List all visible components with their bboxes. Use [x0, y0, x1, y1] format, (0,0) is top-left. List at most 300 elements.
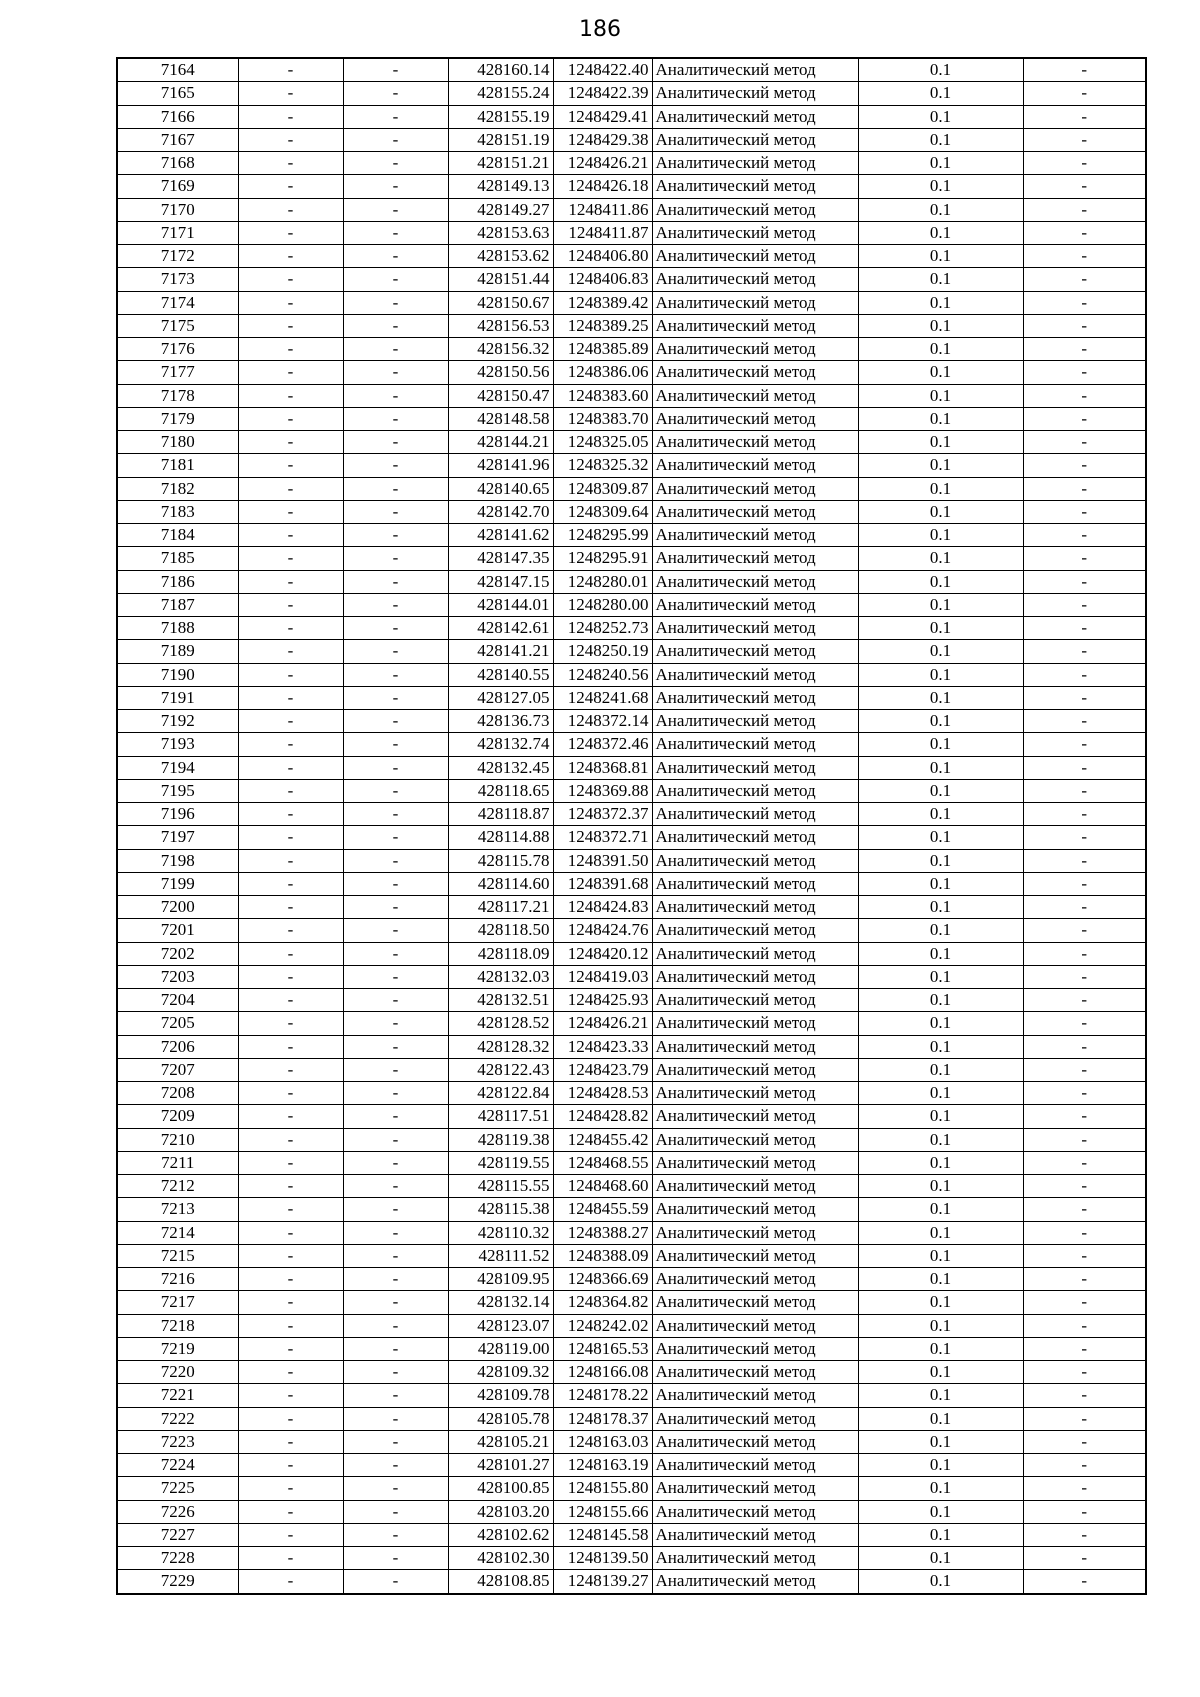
y-coordinate-cell: 1248428.82 — [553, 1105, 652, 1128]
empty-value-cell: - — [343, 82, 448, 105]
point-number-cell: 7200 — [117, 896, 238, 919]
empty-value-cell: - — [238, 942, 343, 965]
empty-value-cell: - — [238, 198, 343, 221]
accuracy-cell: 0.1 — [858, 152, 1023, 175]
empty-value-cell: - — [238, 1430, 343, 1453]
empty-value-cell: - — [343, 407, 448, 430]
accuracy-cell: 0.1 — [858, 640, 1023, 663]
y-coordinate-cell: 1248422.39 — [553, 82, 652, 105]
empty-value-cell: - — [1023, 779, 1146, 802]
table-row — [117, 1407, 1146, 1430]
empty-value-cell: - — [343, 268, 448, 291]
accuracy-cell: 0.1 — [858, 1454, 1023, 1477]
point-number-cell: 7187 — [117, 593, 238, 616]
empty-value-cell: - — [238, 1082, 343, 1105]
point-number-cell: 7202 — [117, 942, 238, 965]
table-row — [117, 896, 1146, 919]
accuracy-cell: 0.1 — [858, 454, 1023, 477]
x-coordinate-cell: 428122.43 — [448, 1058, 553, 1081]
empty-value-cell: - — [238, 152, 343, 175]
point-number-cell: 7185 — [117, 547, 238, 570]
point-number-cell: 7204 — [117, 989, 238, 1012]
y-coordinate-cell: 1248468.55 — [553, 1151, 652, 1174]
y-coordinate-cell: 1248372.37 — [553, 803, 652, 826]
empty-value-cell: - — [343, 128, 448, 151]
table-row — [117, 1175, 1146, 1198]
empty-value-cell: - — [238, 1221, 343, 1244]
empty-value-cell: - — [1023, 547, 1146, 570]
table-row — [117, 570, 1146, 593]
x-coordinate-cell: 428118.50 — [448, 919, 553, 942]
empty-value-cell: - — [343, 756, 448, 779]
method-cell: Аналитический метод — [652, 733, 858, 756]
y-coordinate-cell: 1248252.73 — [553, 617, 652, 640]
y-coordinate-cell: 1248250.19 — [553, 640, 652, 663]
y-coordinate-cell: 1248309.64 — [553, 500, 652, 523]
table-row — [117, 1523, 1146, 1546]
table-row — [117, 128, 1146, 151]
point-number-cell: 7166 — [117, 105, 238, 128]
x-coordinate-cell: 428147.15 — [448, 570, 553, 593]
method-cell: Аналитический метод — [652, 1058, 858, 1081]
method-cell: Аналитический метод — [652, 245, 858, 268]
method-cell: Аналитический метод — [652, 198, 858, 221]
accuracy-cell: 0.1 — [858, 1314, 1023, 1337]
x-coordinate-cell: 428115.38 — [448, 1198, 553, 1221]
x-coordinate-cell: 428118.65 — [448, 779, 553, 802]
empty-value-cell: - — [238, 1175, 343, 1198]
empty-value-cell: - — [343, 477, 448, 500]
x-coordinate-cell: 428151.44 — [448, 268, 553, 291]
point-number-cell: 7206 — [117, 1035, 238, 1058]
empty-value-cell: - — [1023, 1058, 1146, 1081]
empty-value-cell: - — [238, 640, 343, 663]
y-coordinate-cell: 1248383.70 — [553, 407, 652, 430]
accuracy-cell: 0.1 — [858, 896, 1023, 919]
method-cell: Аналитический метод — [652, 1082, 858, 1105]
method-cell: Аналитический метод — [652, 407, 858, 430]
point-number-cell: 7178 — [117, 384, 238, 407]
point-number-cell: 7207 — [117, 1058, 238, 1081]
point-number-cell: 7201 — [117, 919, 238, 942]
empty-value-cell: - — [238, 1337, 343, 1360]
empty-value-cell: - — [343, 1314, 448, 1337]
y-coordinate-cell: 1248455.59 — [553, 1198, 652, 1221]
empty-value-cell: - — [343, 640, 448, 663]
accuracy-cell: 0.1 — [858, 1128, 1023, 1151]
empty-value-cell: - — [343, 1082, 448, 1105]
method-cell: Аналитический метод — [652, 989, 858, 1012]
empty-value-cell: - — [1023, 1151, 1146, 1174]
empty-value-cell: - — [238, 547, 343, 570]
point-number-cell: 7224 — [117, 1454, 238, 1477]
point-number-cell: 7171 — [117, 221, 238, 244]
y-coordinate-cell: 1248364.82 — [553, 1291, 652, 1314]
table-row — [117, 175, 1146, 198]
empty-value-cell: - — [343, 384, 448, 407]
method-cell: Аналитический метод — [652, 524, 858, 547]
table-row — [117, 245, 1146, 268]
point-number-cell: 7220 — [117, 1361, 238, 1384]
accuracy-cell: 0.1 — [858, 1291, 1023, 1314]
accuracy-cell: 0.1 — [858, 1500, 1023, 1523]
empty-value-cell: - — [1023, 1128, 1146, 1151]
empty-value-cell: - — [238, 128, 343, 151]
method-cell: Аналитический метод — [652, 803, 858, 826]
x-coordinate-cell: 428109.95 — [448, 1268, 553, 1291]
empty-value-cell: - — [1023, 1337, 1146, 1360]
empty-value-cell: - — [1023, 1500, 1146, 1523]
y-coordinate-cell: 1248295.99 — [553, 524, 652, 547]
point-number-cell: 7199 — [117, 872, 238, 895]
accuracy-cell: 0.1 — [858, 291, 1023, 314]
y-coordinate-cell: 1248388.09 — [553, 1244, 652, 1267]
table-row — [117, 1128, 1146, 1151]
page-number: 186 — [579, 17, 621, 42]
x-coordinate-cell: 428144.01 — [448, 593, 553, 616]
point-number-cell: 7167 — [117, 128, 238, 151]
empty-value-cell: - — [1023, 593, 1146, 616]
point-number-cell: 7193 — [117, 733, 238, 756]
method-cell: Аналитический метод — [652, 1151, 858, 1174]
y-coordinate-cell: 1248369.88 — [553, 779, 652, 802]
empty-value-cell: - — [1023, 384, 1146, 407]
method-cell: Аналитический метод — [652, 1570, 858, 1594]
empty-value-cell: - — [238, 175, 343, 198]
accuracy-cell: 0.1 — [858, 1407, 1023, 1430]
accuracy-cell: 0.1 — [858, 826, 1023, 849]
y-coordinate-cell: 1248178.22 — [553, 1384, 652, 1407]
point-number-cell: 7174 — [117, 291, 238, 314]
method-cell: Аналитический метод — [652, 221, 858, 244]
method-cell: Аналитический метод — [652, 1477, 858, 1500]
empty-value-cell: - — [1023, 221, 1146, 244]
accuracy-cell: 0.1 — [858, 338, 1023, 361]
point-number-cell: 7215 — [117, 1244, 238, 1267]
empty-value-cell: - — [343, 58, 448, 82]
table-row — [117, 1035, 1146, 1058]
accuracy-cell: 0.1 — [858, 710, 1023, 733]
empty-value-cell: - — [1023, 361, 1146, 384]
table-row — [117, 710, 1146, 733]
empty-value-cell: - — [1023, 500, 1146, 523]
empty-value-cell: - — [238, 1454, 343, 1477]
y-coordinate-cell: 1248372.46 — [553, 733, 652, 756]
table-row — [117, 803, 1146, 826]
x-coordinate-cell: 428153.62 — [448, 245, 553, 268]
empty-value-cell: - — [343, 361, 448, 384]
x-coordinate-cell: 428108.85 — [448, 1570, 553, 1594]
empty-value-cell: - — [238, 384, 343, 407]
accuracy-cell: 0.1 — [858, 58, 1023, 82]
point-number-cell: 7213 — [117, 1198, 238, 1221]
x-coordinate-cell: 428132.03 — [448, 965, 553, 988]
x-coordinate-cell: 428105.21 — [448, 1430, 553, 1453]
y-coordinate-cell: 1248425.93 — [553, 989, 652, 1012]
method-cell: Аналитический метод — [652, 82, 858, 105]
empty-value-cell: - — [1023, 1198, 1146, 1221]
empty-value-cell: - — [238, 314, 343, 337]
empty-value-cell: - — [238, 919, 343, 942]
accuracy-cell: 0.1 — [858, 431, 1023, 454]
accuracy-cell: 0.1 — [858, 803, 1023, 826]
accuracy-cell: 0.1 — [858, 361, 1023, 384]
y-coordinate-cell: 1248295.91 — [553, 547, 652, 570]
empty-value-cell: - — [343, 1384, 448, 1407]
method-cell: Аналитический метод — [652, 547, 858, 570]
empty-value-cell: - — [1023, 268, 1146, 291]
empty-value-cell: - — [1023, 245, 1146, 268]
y-coordinate-cell: 1248388.27 — [553, 1221, 652, 1244]
table-row — [117, 617, 1146, 640]
method-cell: Аналитический метод — [652, 431, 858, 454]
empty-value-cell: - — [1023, 872, 1146, 895]
y-coordinate-cell: 1248165.53 — [553, 1337, 652, 1360]
empty-value-cell: - — [1023, 1547, 1146, 1570]
empty-value-cell: - — [343, 1198, 448, 1221]
x-coordinate-cell: 428132.51 — [448, 989, 553, 1012]
accuracy-cell: 0.1 — [858, 849, 1023, 872]
point-number-cell: 7229 — [117, 1570, 238, 1594]
method-cell: Аналитический метод — [652, 663, 858, 686]
empty-value-cell: - — [1023, 617, 1146, 640]
x-coordinate-cell: 428115.78 — [448, 849, 553, 872]
empty-value-cell: - — [238, 686, 343, 709]
point-number-cell: 7223 — [117, 1430, 238, 1453]
empty-value-cell: - — [238, 1058, 343, 1081]
table-row — [117, 1570, 1146, 1594]
accuracy-cell: 0.1 — [858, 82, 1023, 105]
empty-value-cell: - — [343, 965, 448, 988]
table-row — [117, 384, 1146, 407]
y-coordinate-cell: 1248368.81 — [553, 756, 652, 779]
accuracy-cell: 0.1 — [858, 314, 1023, 337]
y-coordinate-cell: 1248280.00 — [553, 593, 652, 616]
table-row — [117, 756, 1146, 779]
point-number-cell: 7209 — [117, 1105, 238, 1128]
empty-value-cell: - — [343, 710, 448, 733]
empty-value-cell: - — [1023, 1407, 1146, 1430]
x-coordinate-cell: 428155.24 — [448, 82, 553, 105]
method-cell: Аналитический метод — [652, 1523, 858, 1546]
empty-value-cell: - — [343, 524, 448, 547]
table-row — [117, 989, 1146, 1012]
table-row — [117, 1477, 1146, 1500]
point-number-cell: 7219 — [117, 1337, 238, 1360]
accuracy-cell: 0.1 — [858, 570, 1023, 593]
method-cell: Аналитический метод — [652, 756, 858, 779]
y-coordinate-cell: 1248178.37 — [553, 1407, 652, 1430]
accuracy-cell: 0.1 — [858, 965, 1023, 988]
empty-value-cell: - — [238, 1477, 343, 1500]
method-cell: Аналитический метод — [652, 849, 858, 872]
point-number-cell: 7183 — [117, 500, 238, 523]
method-cell: Аналитический метод — [652, 1291, 858, 1314]
method-cell: Аналитический метод — [652, 1361, 858, 1384]
empty-value-cell: - — [238, 756, 343, 779]
method-cell: Аналитический метод — [652, 384, 858, 407]
empty-value-cell: - — [238, 779, 343, 802]
table-row — [117, 942, 1146, 965]
y-coordinate-cell: 1248383.60 — [553, 384, 652, 407]
y-coordinate-cell: 1248423.33 — [553, 1035, 652, 1058]
x-coordinate-cell: 428119.38 — [448, 1128, 553, 1151]
empty-value-cell: - — [1023, 1454, 1146, 1477]
x-coordinate-cell: 428150.56 — [448, 361, 553, 384]
method-cell: Аналитический метод — [652, 779, 858, 802]
point-number-cell: 7182 — [117, 477, 238, 500]
table-row — [117, 1244, 1146, 1267]
empty-value-cell: - — [1023, 826, 1146, 849]
method-cell: Аналитический метод — [652, 1314, 858, 1337]
empty-value-cell: - — [238, 1151, 343, 1174]
empty-value-cell: - — [1023, 942, 1146, 965]
y-coordinate-cell: 1248424.76 — [553, 919, 652, 942]
point-number-cell: 7226 — [117, 1500, 238, 1523]
table-row — [117, 640, 1146, 663]
empty-value-cell: - — [238, 1523, 343, 1546]
point-number-cell: 7203 — [117, 965, 238, 988]
empty-value-cell: - — [238, 1547, 343, 1570]
empty-value-cell: - — [238, 896, 343, 919]
accuracy-cell: 0.1 — [858, 1477, 1023, 1500]
x-coordinate-cell: 428118.87 — [448, 803, 553, 826]
table-row — [117, 477, 1146, 500]
y-coordinate-cell: 1248145.58 — [553, 1523, 652, 1546]
x-coordinate-cell: 428153.63 — [448, 221, 553, 244]
empty-value-cell: - — [343, 570, 448, 593]
x-coordinate-cell: 428132.14 — [448, 1291, 553, 1314]
x-coordinate-cell: 428144.21 — [448, 431, 553, 454]
empty-value-cell: - — [1023, 105, 1146, 128]
method-cell: Аналитический метод — [652, 1198, 858, 1221]
empty-value-cell: - — [1023, 1221, 1146, 1244]
empty-value-cell: - — [238, 1314, 343, 1337]
point-number-cell: 7210 — [117, 1128, 238, 1151]
accuracy-cell: 0.1 — [858, 407, 1023, 430]
empty-value-cell: - — [1023, 1244, 1146, 1267]
y-coordinate-cell: 1248386.06 — [553, 361, 652, 384]
y-coordinate-cell: 1248420.12 — [553, 942, 652, 965]
table-row — [117, 593, 1146, 616]
point-number-cell: 7192 — [117, 710, 238, 733]
accuracy-cell: 0.1 — [858, 268, 1023, 291]
empty-value-cell: - — [238, 570, 343, 593]
x-coordinate-cell: 428119.55 — [448, 1151, 553, 1174]
empty-value-cell: - — [343, 105, 448, 128]
empty-value-cell: - — [343, 779, 448, 802]
point-number-cell: 7177 — [117, 361, 238, 384]
table-row — [117, 314, 1146, 337]
empty-value-cell: - — [1023, 1430, 1146, 1453]
table-row — [117, 58, 1146, 82]
empty-value-cell: - — [1023, 1384, 1146, 1407]
empty-value-cell: - — [238, 1128, 343, 1151]
empty-value-cell: - — [238, 1407, 343, 1430]
y-coordinate-cell: 1248419.03 — [553, 965, 652, 988]
y-coordinate-cell: 1248406.80 — [553, 245, 652, 268]
method-cell: Аналитический метод — [652, 1407, 858, 1430]
x-coordinate-cell: 428132.74 — [448, 733, 553, 756]
method-cell: Аналитический метод — [652, 1268, 858, 1291]
accuracy-cell: 0.1 — [858, 198, 1023, 221]
empty-value-cell: - — [1023, 1314, 1146, 1337]
x-coordinate-cell: 428142.61 — [448, 617, 553, 640]
table-row — [117, 547, 1146, 570]
y-coordinate-cell: 1248389.25 — [553, 314, 652, 337]
method-cell: Аналитический метод — [652, 361, 858, 384]
x-coordinate-cell: 428141.21 — [448, 640, 553, 663]
empty-value-cell: - — [343, 1244, 448, 1267]
empty-value-cell: - — [238, 1384, 343, 1407]
point-number-cell: 7168 — [117, 152, 238, 175]
accuracy-cell: 0.1 — [858, 1175, 1023, 1198]
method-cell: Аналитический метод — [652, 477, 858, 500]
y-coordinate-cell: 1248163.19 — [553, 1454, 652, 1477]
empty-value-cell: - — [238, 710, 343, 733]
x-coordinate-cell: 428160.14 — [448, 58, 553, 82]
x-coordinate-cell: 428148.58 — [448, 407, 553, 430]
method-cell: Аналитический метод — [652, 1337, 858, 1360]
empty-value-cell: - — [343, 245, 448, 268]
y-coordinate-cell: 1248155.66 — [553, 1500, 652, 1523]
empty-value-cell: - — [343, 872, 448, 895]
empty-value-cell: - — [1023, 1523, 1146, 1546]
empty-value-cell: - — [238, 524, 343, 547]
table-row — [117, 152, 1146, 175]
empty-value-cell: - — [238, 593, 343, 616]
empty-value-cell: - — [343, 1151, 448, 1174]
empty-value-cell: - — [238, 454, 343, 477]
empty-value-cell: - — [1023, 152, 1146, 175]
method-cell: Аналитический метод — [652, 314, 858, 337]
y-coordinate-cell: 1248155.80 — [553, 1477, 652, 1500]
y-coordinate-cell: 1248429.38 — [553, 128, 652, 151]
accuracy-cell: 0.1 — [858, 686, 1023, 709]
empty-value-cell: - — [238, 82, 343, 105]
empty-value-cell: - — [343, 1500, 448, 1523]
empty-value-cell: - — [343, 663, 448, 686]
empty-value-cell: - — [238, 1244, 343, 1267]
empty-value-cell: - — [1023, 1477, 1146, 1500]
y-coordinate-cell: 1248280.01 — [553, 570, 652, 593]
empty-value-cell: - — [1023, 989, 1146, 1012]
point-number-cell: 7190 — [117, 663, 238, 686]
coordinates-table — [116, 57, 1147, 1595]
point-number-cell: 7186 — [117, 570, 238, 593]
y-coordinate-cell: 1248240.56 — [553, 663, 652, 686]
method-cell: Аналитический метод — [652, 1105, 858, 1128]
table-body — [117, 58, 1146, 1594]
empty-value-cell: - — [343, 942, 448, 965]
empty-value-cell: - — [238, 245, 343, 268]
method-cell: Аналитический метод — [652, 826, 858, 849]
empty-value-cell: - — [1023, 338, 1146, 361]
empty-value-cell: - — [1023, 58, 1146, 82]
point-number-cell: 7217 — [117, 1291, 238, 1314]
method-cell: Аналитический метод — [652, 593, 858, 616]
accuracy-cell: 0.1 — [858, 1523, 1023, 1546]
point-number-cell: 7221 — [117, 1384, 238, 1407]
table-row — [117, 1361, 1146, 1384]
method-cell: Аналитический метод — [652, 1384, 858, 1407]
x-coordinate-cell: 428140.55 — [448, 663, 553, 686]
x-coordinate-cell: 428119.00 — [448, 1337, 553, 1360]
point-number-cell: 7198 — [117, 849, 238, 872]
empty-value-cell: - — [1023, 1570, 1146, 1594]
point-number-cell: 7225 — [117, 1477, 238, 1500]
accuracy-cell: 0.1 — [858, 1384, 1023, 1407]
